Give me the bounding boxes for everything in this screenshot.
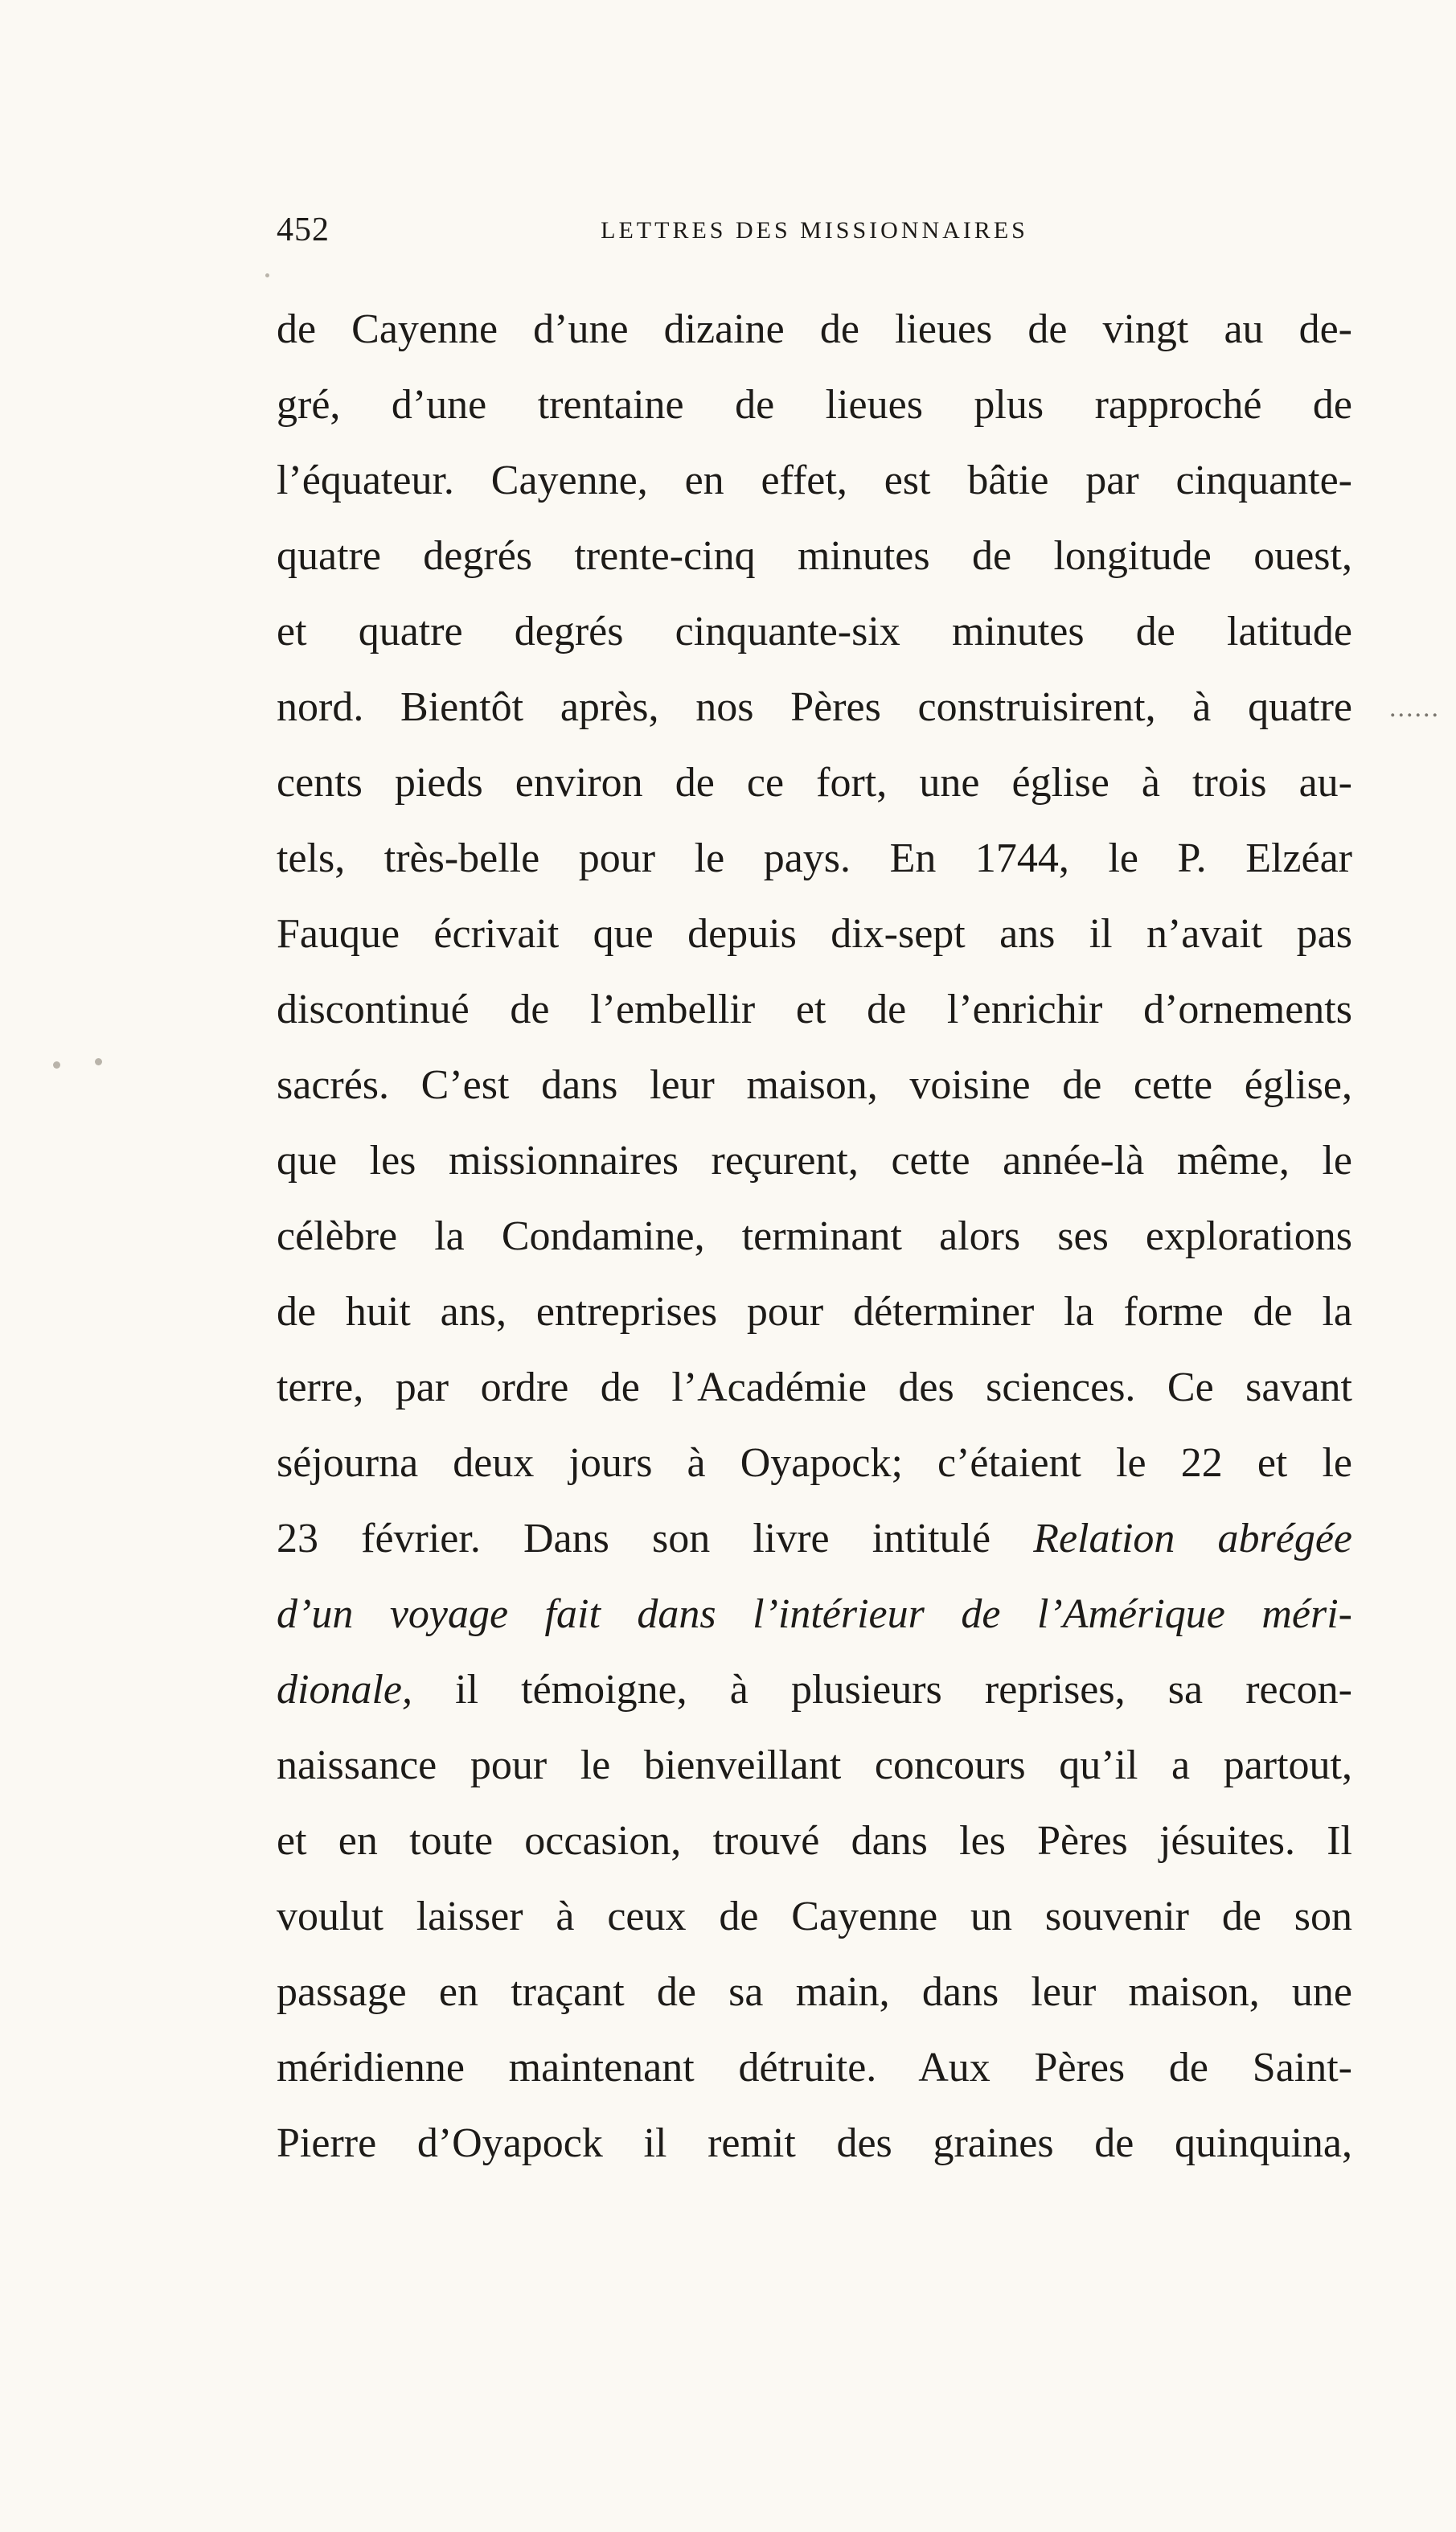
text-segment: méridienne maintenant détruite. Aux Pères de Saint- <box>277 2045 1352 2091</box>
text-line <box>277 1501 1352 1577</box>
text-segment: quatre degrés trente-cinq minutes de longitude ouest, <box>277 533 1352 579</box>
text-segment: discontinué de l’embellir et de l’enrichir d’ornements <box>277 987 1352 1032</box>
text-segment: que les missionnaires reçurent, cette année-là même, le <box>277 1138 1352 1184</box>
text-line <box>277 972 1352 1048</box>
text-line <box>277 745 1352 821</box>
margin-dots: ...... <box>1389 693 1440 723</box>
text-segment: terre, par ordre de l’Académie des sciences. Ce savant <box>277 1364 1352 1410</box>
paper-speck <box>95 1058 102 1065</box>
text-segment: passage en traçant de sa main, dans leur maison, une <box>277 1969 1352 2015</box>
text-segment: nord. Bientôt après, nos Pères construisirent, à quatre <box>277 684 1352 730</box>
paper-speck <box>265 273 269 277</box>
text-line <box>277 1350 1352 1426</box>
text-line <box>277 2106 1352 2181</box>
text-line <box>277 1577 1352 1652</box>
running-head <box>277 211 1352 259</box>
running-title: LETTRES DES MISSIONNAIRES <box>601 217 1028 244</box>
text-segment: cents pieds environ de ce fort, une église à trois au- <box>277 760 1352 806</box>
text-line <box>277 821 1352 897</box>
text-line <box>277 897 1352 972</box>
text-line <box>277 1048 1352 1123</box>
text-segment: séjourna deux jours à Oyapock; c’étaient le 22 et le <box>277 1440 1352 1486</box>
paper-speck <box>53 1061 60 1069</box>
text-line <box>277 2030 1352 2106</box>
text-line <box>277 1652 1352 1728</box>
page-number: 452 <box>277 211 330 248</box>
text-line <box>277 1879 1352 1955</box>
text-line <box>277 1955 1352 2030</box>
text-line <box>277 1123 1352 1199</box>
italic-text-segment: d’un voyage fait dans l’intérieur de l’Amérique méri- <box>277 1591 1352 1637</box>
text-segment: de huit ans, entreprises pour déterminer la forme de la <box>277 1289 1352 1335</box>
text-segment: tels, très-belle pour le pays. En 1744, le P. Elzéar <box>277 835 1352 881</box>
text-line <box>277 443 1352 519</box>
text-segment: l’équateur. Cayenne, en effet, est bâtie par cinquante- <box>277 458 1352 503</box>
text-segment: gré, d’une trentaine de lieues plus rapproché de <box>277 382 1352 428</box>
italic-text-segment: dionale, <box>277 1667 412 1713</box>
text-segment: naissance pour le bienveillant concours qu’il a partout, <box>277 1742 1352 1788</box>
italic-text-segment: Relation abrégée <box>1033 1516 1352 1561</box>
text-line <box>277 1728 1352 1804</box>
text-segment: voulut laisser à ceux de Cayenne un souvenir de son <box>277 1894 1352 1939</box>
text-segment: il témoigne, à plusieurs reprises, sa recon- <box>412 1667 1352 1713</box>
text-segment: Pierre d’Oyapock il remit des graines de quinquina, <box>277 2120 1352 2166</box>
text-line <box>277 1426 1352 1501</box>
text-line <box>277 1274 1352 1350</box>
text-segment: célèbre la Condamine, terminant alors ses explorations <box>277 1213 1352 1259</box>
text-line <box>277 367 1352 443</box>
text-segment: Fauque écrivait que depuis dix-sept ans il n’avait pas <box>277 911 1352 957</box>
text-line <box>277 1199 1352 1274</box>
body-text <box>277 292 1352 2181</box>
text-segment: de Cayenne d’une dizaine de lieues de vingt au de- <box>277 306 1352 352</box>
text-line <box>277 594 1352 670</box>
text-line <box>277 519 1352 594</box>
text-line <box>277 292 1352 367</box>
text-segment: et en toute occasion, trouvé dans les Pères jésuites. Il <box>277 1818 1352 1864</box>
text-segment: et quatre degrés cinquante-six minutes de latitude <box>277 609 1352 655</box>
text-line <box>277 1804 1352 1879</box>
text-segment: sacrés. C’est dans leur maison, voisine de cette église, <box>277 1062 1352 1108</box>
text-line <box>277 670 1352 745</box>
text-segment: 23 février. Dans son livre intitulé <box>277 1516 1034 1561</box>
